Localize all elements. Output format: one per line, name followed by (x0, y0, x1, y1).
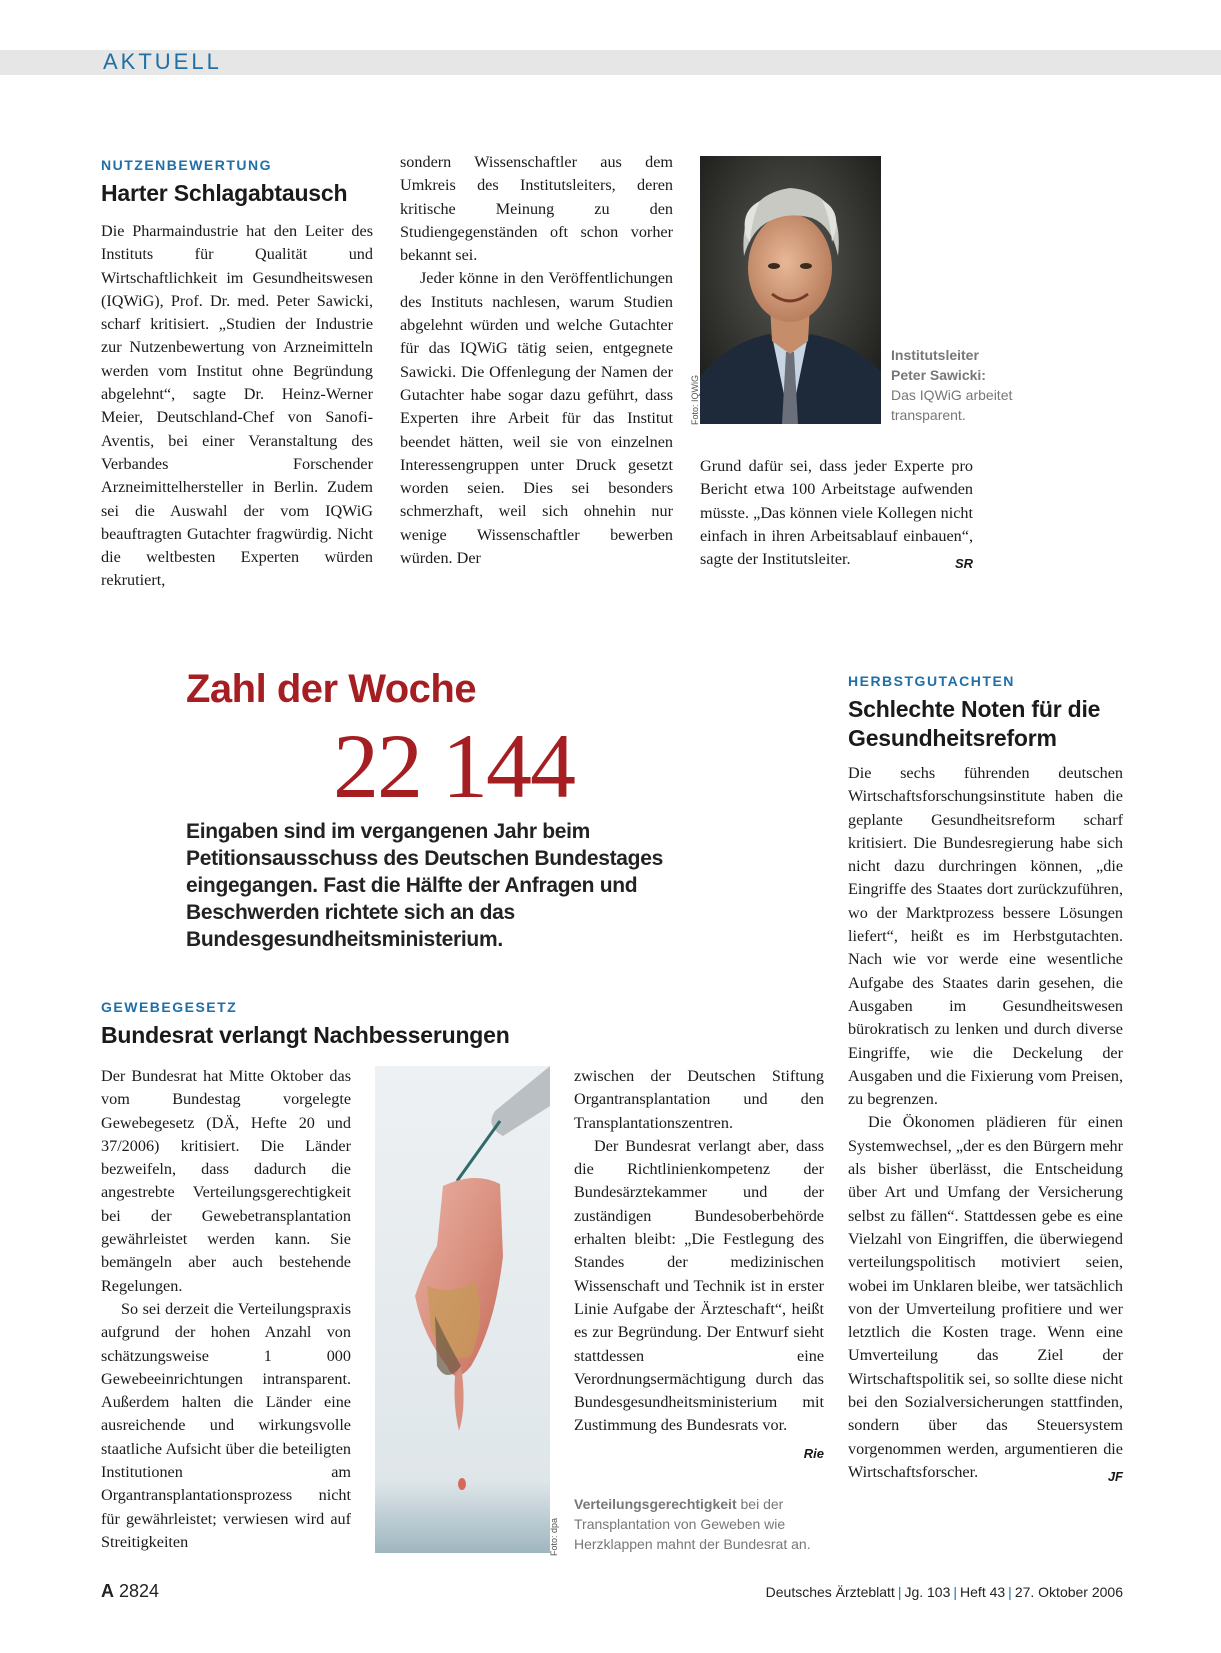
article1-column-3 (700, 455, 973, 575)
tissue-photo (375, 1066, 550, 1553)
article2-author: JF (1107, 1468, 1123, 1484)
zahl-der-woche-text: Eingaben sind im vergangenen Jahr beim Petitionsausschuss des Deutschen Bundestages eingegangen. Fast die Hälfte der Anfragen und Beschwerden richtete sich an das Bundesgesundheitsministerium. (186, 820, 663, 951)
tissue-image (375, 1066, 550, 1553)
article2-headline: Schlechte Noten für die Gesundheitsreform (848, 696, 1101, 751)
journal-separator: | (953, 1584, 958, 1600)
article1-headline: Harter Schlagabtausch (101, 180, 348, 206)
journal-separator: | (897, 1584, 902, 1600)
portrait-caption-text: Das IQWiG arbeitet transparent. (891, 387, 1013, 423)
article1-kicker: NUTZENBEWERTUNG (101, 157, 273, 173)
portrait-photo-credit: Foto: IQWiG (690, 374, 700, 425)
article3-column-1 (101, 1065, 351, 1554)
article1-col1-text: Die Pharmaindustrie hat den Leiter des Instituts für Qualität und Wirtschaftlichkeit im Gesundheitswesen (IQWiG), Prof. Dr. med. Peter Sawicki, scharf kritisiert. „Studien der Industrie zur Nutzenbewertung von Arzneimitteln werden vom Institut ohne Begründung abgelehnt“, sagte Dr. Heinz-Werner Meier, Deutschland-Chef von Sanofi-Aventis, bei einer Veranstaltung des Verbandes Forschender Arzneimittelhersteller in Berlin. Zudem sei die Auswahl der vom IQWiG beauftragten Gutachter fragwürdig. Nicht die weltbesten Experten würden rekrutiert, (101, 222, 373, 590)
journal-volume: Jg. 103 (904, 1584, 951, 1600)
article1-col2-p2: Jeder könne in den Veröffentlichungen des Instituts nachlesen, warum Studien abgelehnt würden und welche Gutachter für das IQWiG tätig seien, entgegnete Sawicki. Die Offenlegung der Namen der Gutachter habe sogar dazu geführt, dass Experten ihre Arbeit für das Institut beendet hätten, weil sie von einzelnen Interessengruppen unter Druck gesetzt worden seien. Dies sei besonders schmerzhaft, weil sich ohnehin nur wenige Wissenschaftler bewerben würden. Der (400, 269, 673, 568)
portrait-caption-bold-1: Institutsleiter (891, 347, 979, 363)
zahl-der-woche-title: Zahl der Woche (186, 667, 477, 711)
page-number (101, 1581, 159, 1602)
article1-column-2 (400, 151, 673, 570)
journal-info (766, 1584, 1123, 1600)
portrait-caption (891, 345, 1031, 425)
article1-col3-text (700, 455, 973, 571)
journal-name: Deutsches Ärzteblatt (765, 1584, 895, 1600)
article1-column-1 (101, 220, 373, 593)
journal-issue: Heft 43 (960, 1584, 1006, 1600)
portrait-image (700, 156, 881, 424)
article2-p2-wrap (848, 1111, 1123, 1484)
article3-col2-p2-wrap (574, 1135, 824, 1461)
article3-col1-p2: So sei derzeit die Verteilungspraxis aufgrund der hohen Anzahl von schätzungsweise 1 000 Gewebeeinrichtungen intransparent. Außerdem halten die Länder eine ausreichende und wirkungsvolle staatliche Aufsicht über die beteiligten Institutionen am Organtransplantationsprozess nicht für gewährleistet; verwiesen wird auf Streitigkeiten (101, 1299, 351, 1551)
article2-column (848, 762, 1123, 1488)
article1-author: SR (954, 556, 973, 572)
tissue-caption-text: bei der Transplantation von Geweben wie Herzklappen mahnt der Bundesrat an. (574, 1496, 811, 1552)
article3-col2-p2: Der Bundesrat verlangt aber, dass die Richtlinienkompetenz der Bundesärztekammer und der zuständigen Bundesoberbehörde erhalten bleibt: „Die Festlegung des Standes der medizinischen Wissenschaft und Technik ist in erster Linie Aufgabe der Ärzteschaft“, heißt es zur Begründung. Der Entwurf sieht stattdessen eine Verordnungsermächtigung durch das Bundesgesundheitsministerium mit Zustimmung des Bundesrats vor. (574, 1136, 824, 1435)
portrait-photo (700, 156, 881, 424)
tissue-caption (574, 1494, 824, 1554)
article1-col3-body: Grund dafür sei, dass jeder Experte pro Bericht etwa 100 Arbeitstage aufwenden müsste. „Das können viele Kollegen nicht einfach in ihren Arbeitsablauf einbauen“, sagte der Institutsleiter. (700, 457, 973, 569)
article3-kicker: GEWEBEGESETZ (101, 999, 238, 1015)
article3-headline: Bundesrat verlangt Nachbesserungen (101, 1022, 510, 1048)
article2-p1: Die sechs führenden deutschen Wirtschaftsforschungsinstitute haben die geplante Gesundheitsreform scharf kritisiert. Die Bundesregierung habe sich nicht dazu durchringen können, „die Eingriffe des Staates dort zurückzuführen, wo der Marktprozess bessere Lösungen liefert“, heißt es im Herbstgutachten. Nach wie vor werde eine wesentliche Aufgabe des Staates darin gesehen, die Ausgaben im Gesundheitswesen bürokratisch zu lenken und durch diverse Eingriffe, wie die Deckelung der Ausgaben und die Fixierung vom Preisen, zu begrenzen. (848, 764, 1123, 1109)
article2-p2: Die Ökonomen plädieren für einen Systemwechsel, „der es den Bürgern mehr als bisher überlässt, die Entscheidung über Art und Umfang der Versicherung selbst zu fällen“. Stattdessen gebe es eine Vielzahl von Eingriffen, die überwiegend verteilungspolitisch motiviert seien, wobei im Unklaren bleibe, wer tatsächlich von der Umverteilung profitiere und wer letztlich die Kosten trage. Wenn eine Umverteilung das Ziel der Wirtschaftspolitik sei, so sollte diese nicht bei den Sozialversicherungen stattfinden, sondern über das Steuersystem vorgenommen werden, argumentieren die Wirtschaftsforscher. (848, 1113, 1123, 1481)
tissue-caption-bold: Verteilungsgerechtigkeit (574, 1496, 737, 1512)
article3-author: Rie (803, 1445, 824, 1461)
journal-separator: | (1008, 1584, 1012, 1600)
tissue-photo-credit: Foto: dpa (549, 1517, 559, 1556)
article1-col2-p1: sondern Wissenschaftler aus dem Umkreis des Institutsleiters, deren kritische Meinung zu den Studiengegenständen oft schon vorher bekannt sei. (400, 153, 673, 265)
article2-kicker: HERBSTGUTACHTEN (848, 673, 1015, 689)
portrait-caption-bold-2: Peter Sawicki: (891, 367, 986, 383)
article3-col1-p1: Der Bundesrat hat Mitte Oktober das vom Bundestag vorgelegte Gewebegesetz (DÄ, Hefte 20 und 37/2006) kritisiert. Die Länder bezweifeln, dass dadurch die angestrebte Verteilungsgerechtigkeit bei der Gewebetransplantation gewährleistet werden kann. Sie bemängeln aber auch bestehende Regelungen. (101, 1067, 351, 1295)
zahl-der-woche-number: 22 144 (333, 715, 574, 817)
page-number-prefix: A (101, 1581, 114, 1601)
section-label: AKTUELL (103, 49, 222, 74)
article3-col2-p1: zwischen der Deutschen Stiftung Organtransplantation und den Transplantationszentren. (574, 1067, 824, 1132)
article3-column-2 (574, 1065, 824, 1465)
journal-date: 27. Oktober 2006 (1014, 1584, 1123, 1600)
page-number-value: 2824 (119, 1581, 160, 1601)
